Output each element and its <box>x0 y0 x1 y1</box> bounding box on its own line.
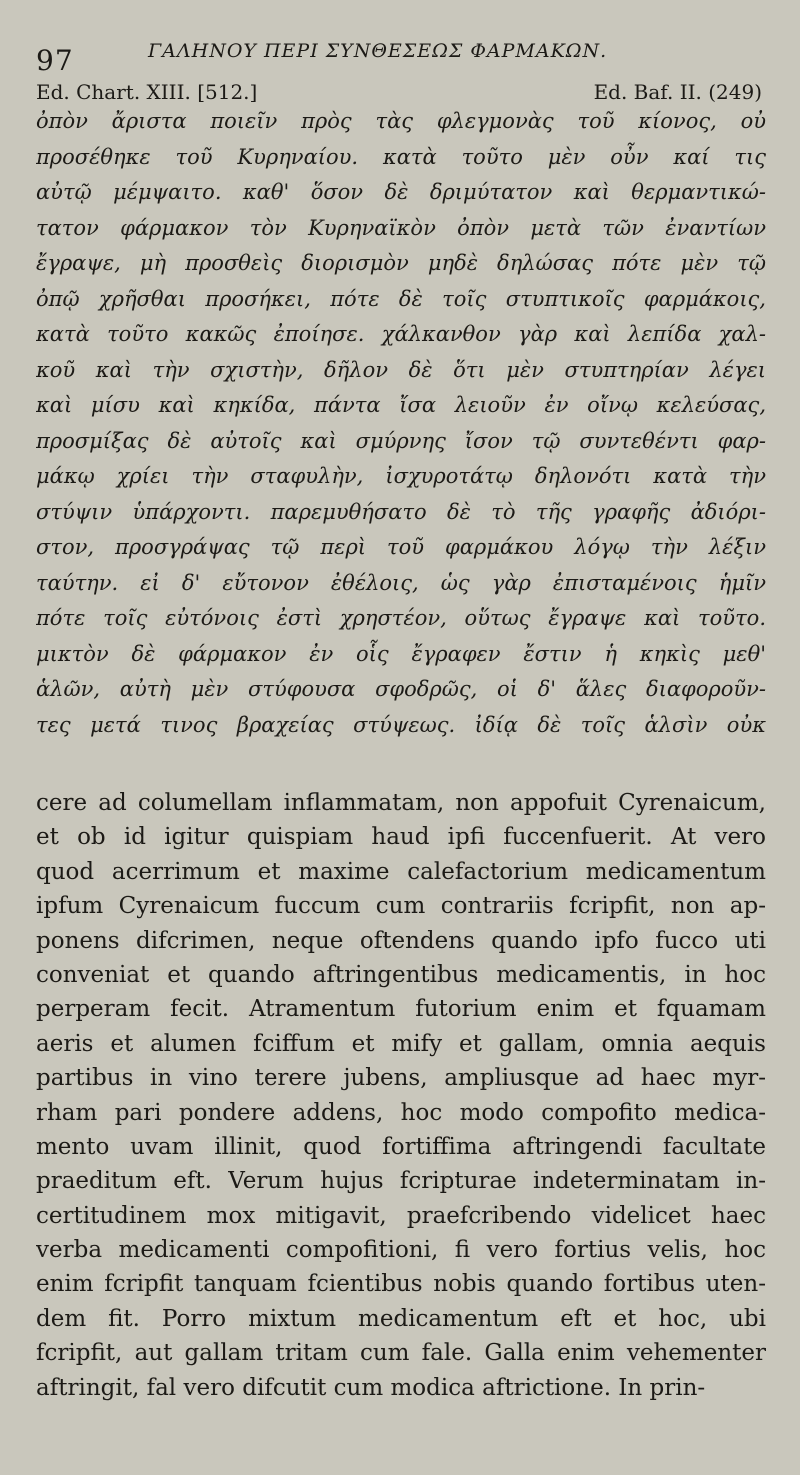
page-number: 97 <box>36 44 74 77</box>
greek-line: μικτὸν δὲ φάρμακον ἐν οἷς ἔγραφεν ἔστιν ἡ κηκὶς μεθ' <box>36 641 766 666</box>
greek-line: κατὰ τοῦτο κακῶς ἐποίησε. χάλκανθον γὰρ καὶ λεπίδα χαλ- <box>36 322 766 346</box>
edition-reference-basel: Ed. Baf. II. (249) <box>593 80 762 104</box>
latin-line: rham pari pondere addens, hoc modo compofito medica- <box>36 1099 766 1126</box>
greek-line: ἁλῶν, αὐτὴ μὲν στύφουσα σφοδρῶς, οἱ δ' ἅλες διαφοροῦν- <box>36 677 766 701</box>
latin-line: fcripfit, aut gallam tritam cum fale. Galla enim vehementer <box>36 1340 766 1367</box>
latin-line: partibus in vino terere jubens, ampliusque ad haec myr- <box>36 1065 766 1092</box>
greek-line: αὐτῷ μέμψαιτο. καθ' ὅσον δὲ δριμύτατον καὶ θερμαντικώ- <box>36 180 766 204</box>
greek-line: κοῦ καὶ τὴν σχιστὴν, δῆλον δὲ ὅτι μὲν στυπτηρίαν λέγει <box>36 357 766 382</box>
greek-line: πότε τοῖς εὐτόνοις ἐστὶ χρηστέον, οὕτως ἔγραψε καὶ τοῦτο. <box>36 606 766 630</box>
greek-text-block <box>36 104 766 743</box>
greek-line: τατον φάρμακον τὸν Κυρηναϊκὸν ὀπὸν μετὰ τῶν ἐναντίων <box>36 215 766 240</box>
greek-line: ἔγραψε, μὴ προσθεὶς διορισμὸν μηδὲ δηλώσας πότε μὲν τῷ <box>36 251 766 275</box>
latin-line: mento uvam illinit, quod fortiffima aftringendi facultate <box>36 1133 766 1160</box>
latin-line: praeditum eft. Verum hujus fcripturae indeterminatam in- <box>36 1168 766 1195</box>
latin-line: conveniat et quando aftringentibus medicamentis, in hoc <box>36 961 766 988</box>
running-title: ΓΑΛΗΝΟΥ ΠΕΡΙ ΣΥΝΘΕΣΕΩΣ ΦΑΡΜΑΚΩΝ. <box>148 40 608 62</box>
latin-line: ipfum Cyrenaicum fuccum cum contrariis fcripfit, non ap- <box>36 893 766 920</box>
greek-line: προσμίξας δὲ αὐτοῖς καὶ σμύρνης ἴσον τῷ συντεθέντι φαρ- <box>36 428 766 453</box>
latin-line: enim fcripfit tanquam fcientibus nobis quando fortibus uten- <box>36 1271 766 1298</box>
greek-line: μάκῳ χρίει τὴν σταφυλὴν, ἰσχυροτάτῳ δηλονότι κατὰ τὴν <box>36 464 766 488</box>
latin-line: aeris et alumen fciffum et mify et gallam, omnia aequis <box>36 1030 766 1057</box>
latin-line: perperam fecit. Atramentum futorium enim et fquamam <box>36 996 766 1023</box>
running-head <box>36 36 766 76</box>
latin-line: aftringit, fal vero difcutit cum modica aftrictione. In prin- <box>36 1374 706 1401</box>
greek-line: στον, προσγράψας τῷ περὶ τοῦ φαρμάκου λόγῳ τὴν λέξιν <box>36 535 766 559</box>
greek-line: ὀπὸν ἄριστα ποιεῖν πρὸς τὰς φλεγμονὰς τοῦ κίονος, οὐ <box>36 109 766 133</box>
latin-line: ponens difcrimen, neque oftendens quando ipfo fucco uti <box>36 927 766 954</box>
greek-line: τες μετά τινος βραχείας στύψεως. ἰδίᾳ δὲ τοῖς ἁλσὶν οὐκ <box>36 712 766 737</box>
greek-line: καὶ μίσυ καὶ κηκίδα, πάντα ἴσα λειοῦν ἐν οἴνῳ κελεύσας, <box>36 393 766 417</box>
latin-text-block <box>36 786 766 1405</box>
greek-line: ταύτην. εἰ δ' εὔτονον ἐθέλοις, ὡς γὰρ ἐπισταμένοις ἡμῖν <box>36 570 766 595</box>
latin-line: verba medicamenti compofitioni, fi vero fortius velis, hoc <box>36 1237 766 1264</box>
greek-line: στύψιν ὑπάρχοντι. παρεμυθήσατο δὲ τὸ τῆς γραφῆς ἀδιόρι- <box>36 499 766 524</box>
latin-line: quod acerrimum et maxime calefactorium medicamentum <box>36 858 766 885</box>
edition-reference-chart: Ed. Chart. XIII. [512.] <box>36 80 258 104</box>
latin-line: certitudinem mox mitigavit, praefcribendo videlicet haec <box>36 1202 766 1229</box>
latin-line: cere ad columellam inflammatam, non appofuit Cyrenaicum, <box>36 790 766 816</box>
edition-reference-line <box>36 80 762 106</box>
greek-line: προσέθηκε τοῦ Κυρηναίου. κατὰ τοῦτο μὲν οὖν καί τις <box>36 144 766 169</box>
latin-line: et ob id igitur quispiam haud ipfi fuccenfuerit. At vero <box>36 824 766 851</box>
greek-line: ὀπῷ χρῆσθαι προσήκει, πότε δὲ τοῖς στυπτικοῖς φαρμάκοις, <box>36 286 766 311</box>
latin-line: dem fit. Porro mixtum medicamentum eft et hoc, ubi <box>36 1305 766 1332</box>
